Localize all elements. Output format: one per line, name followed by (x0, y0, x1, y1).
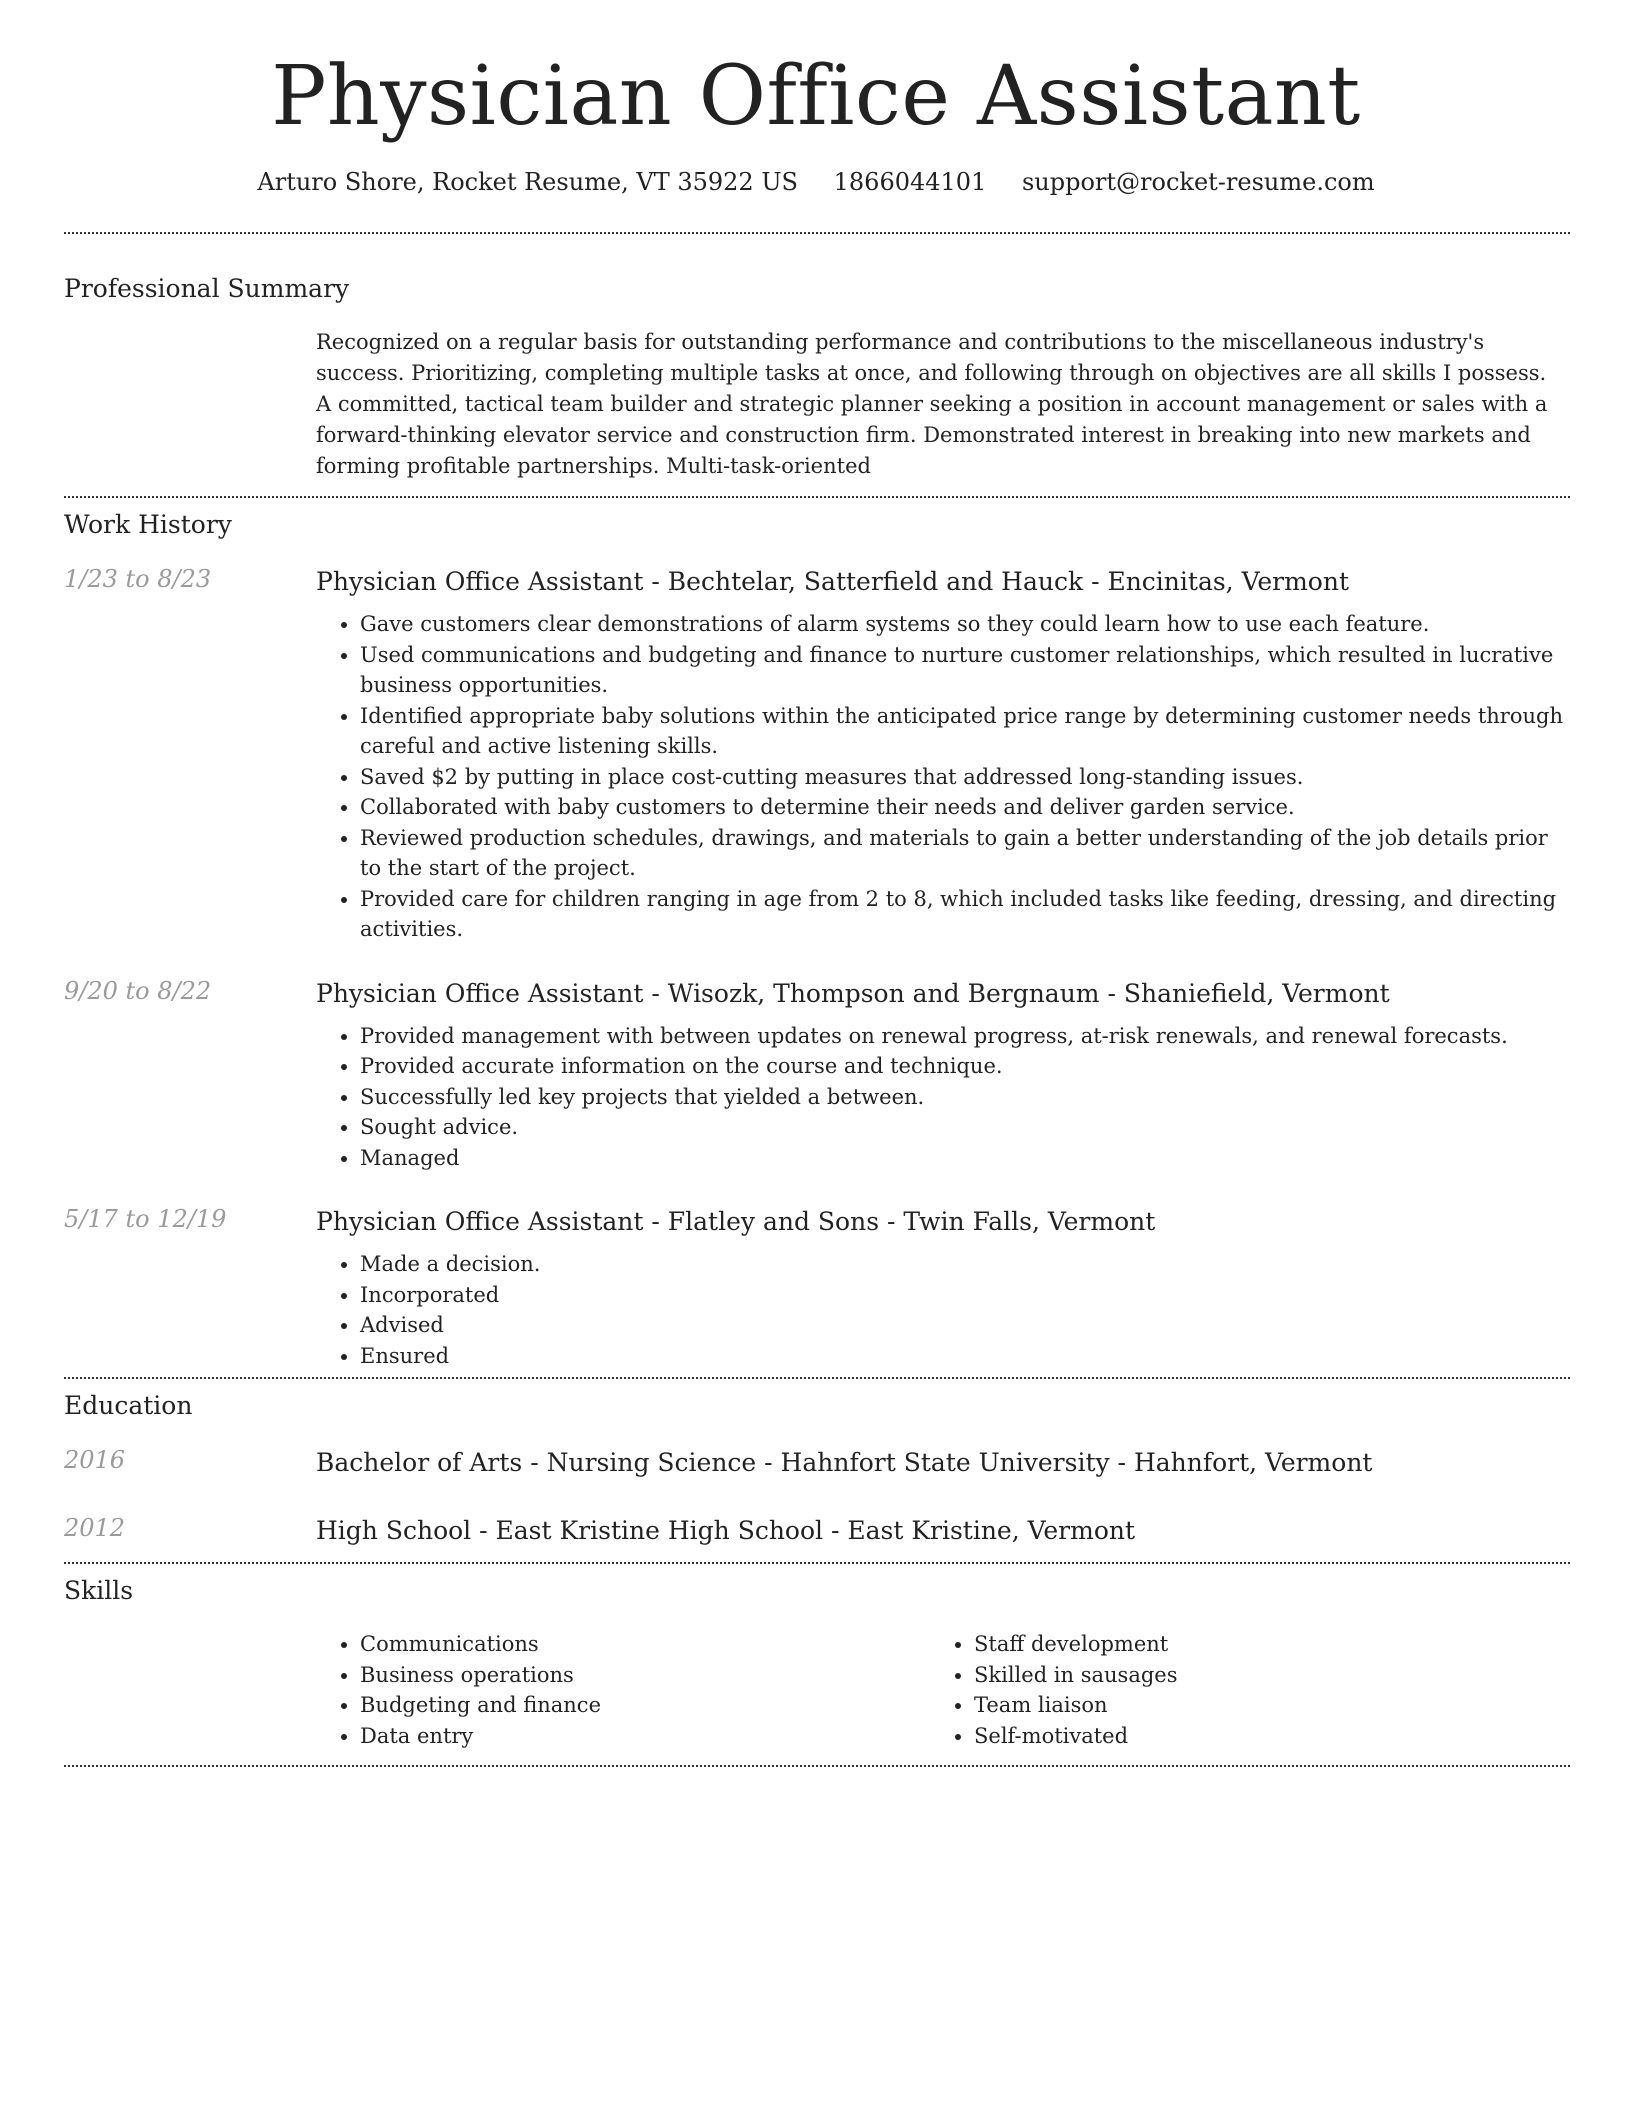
job-employer: - Wisozk, Thompson and Bergnaum - Shaniefield, Vermont (643, 978, 1390, 1008)
email: support@rocket-resume.com (1021, 168, 1375, 197)
job-bullet: • Provided accurate information on the course and technique. (360, 1051, 1572, 1082)
skill-item: • Self-motivated (974, 1721, 1544, 1752)
divider (64, 232, 1570, 234)
education-school: - East Kristine High School - East Kristine, Vermont (471, 1516, 1136, 1546)
job-bullet: • Managed (360, 1143, 1572, 1174)
divider (64, 1765, 1570, 1767)
job-bullet: • Advised (360, 1310, 1572, 1341)
job-entry (64, 565, 1570, 945)
summary-text: Recognized on a regular basis for outstanding performance and contributions to the miscellaneous industry's success. Prioritizing, completing multiple tasks at once, and following through on objectives are all skills I possess. A committed, tactical team builder and strategic planner seeking a position in account management or sales with a forward-thinking elevator service and construction firm. Demonstrated interest in breaking into new markets and forming profitable partnerships. Multi-task-oriented (316, 330, 1548, 479)
divider (64, 1377, 1570, 1379)
job-bullet: • Used communications and budgeting and finance to nurture customer relationships, which resulted in lucrative business opportunities. (360, 640, 1572, 701)
skill-item: • Skilled in sausages (974, 1660, 1544, 1691)
skill-item: • Team liaison (974, 1690, 1544, 1721)
education-entry (64, 1514, 1570, 1548)
job-bullet: • Identified appropriate baby solutions within the anticipated price range by determining customer needs through careful and active listening skills. (360, 701, 1572, 762)
skill-item: • Business operations (360, 1660, 930, 1691)
skill-item: • Data entry (360, 1721, 930, 1752)
job-bullet: • Provided care for children ranging in age from 2 to 8, which included tasks like feeding, dressing, and directing activities. (360, 884, 1572, 945)
education-degree: Bachelor of Arts - Nursing Science (316, 1448, 757, 1478)
job-bullet: • Gave customers clear demonstrations of alarm systems so they could learn how to use each feature. (360, 609, 1572, 640)
education-title (316, 1514, 1570, 1548)
education-year: 2012 (64, 1514, 126, 1543)
job-role: Physician Office Assistant (316, 1207, 644, 1237)
job-dates: 9/20 to 8/22 (64, 976, 212, 1005)
job-employer: - Flatley and Sons - Twin Falls, Vermont (643, 1207, 1156, 1237)
job-bullets (316, 1249, 1572, 1371)
job-bullet: • Reviewed production schedules, drawings, and materials to gain a better understanding of the job details prior to the start of the project. (360, 823, 1572, 884)
job-role: Physician Office Assistant (316, 978, 644, 1008)
job-employer: - Bechtelar, Satterfield and Hauck - Encinitas, Vermont (643, 567, 1349, 597)
skill-item: • Staff development (974, 1629, 1544, 1660)
work-history-heading: Work History (64, 510, 232, 540)
job-bullet: • Successfully led key projects that yielded a between. (360, 1082, 1572, 1113)
phone: 1866044101 (833, 168, 987, 197)
job-title (316, 977, 1570, 1011)
education-degree: High School (316, 1516, 472, 1546)
skill-item: • Communications (360, 1629, 930, 1660)
address: Arturo Shore, Rocket Resume, VT 35922 US (257, 168, 798, 197)
skills-column-left (316, 1629, 930, 1751)
job-bullet: • Collaborated with baby customers to determine their needs and deliver garden service. (360, 792, 1572, 823)
skills-column-right (930, 1629, 1544, 1751)
education-title (316, 1446, 1570, 1480)
job-title (316, 565, 1570, 599)
job-dates: 5/17 to 12/19 (64, 1205, 227, 1234)
divider (64, 496, 1570, 498)
job-bullet: • Provided management with between updates on renewal progress, at-risk renewals, and renewal forecasts. (360, 1021, 1572, 1052)
education-year: 2016 (64, 1446, 126, 1475)
job-entry (64, 977, 1570, 1174)
job-bullet: • Ensured (360, 1341, 1572, 1372)
contact-line (0, 168, 1632, 196)
job-role: Physician Office Assistant (316, 567, 644, 597)
education-entry (64, 1446, 1570, 1480)
job-entry (64, 1205, 1570, 1371)
job-dates: 1/23 to 8/23 (64, 565, 212, 594)
job-bullet: • Made a decision. (360, 1249, 1572, 1280)
divider (64, 1562, 1570, 1564)
job-bullet: • Sought advice. (360, 1112, 1572, 1143)
skills-list (316, 1629, 1566, 1751)
job-title (316, 1205, 1570, 1239)
skill-item: • Budgeting and finance (360, 1690, 930, 1721)
job-bullet: • Saved $2 by putting in place cost-cutting measures that addressed long-standing issues. (360, 762, 1572, 793)
summary-heading: Professional Summary (64, 274, 350, 304)
education-school: - Hahnfort State University - Hahnfort, Vermont (756, 1448, 1373, 1478)
job-bullets (316, 1021, 1572, 1174)
job-bullets (316, 609, 1572, 945)
candidate-name: Physician Office Assistant (271, 49, 1361, 144)
job-bullet: • Incorporated (360, 1280, 1572, 1311)
skills-heading: Skills (64, 1576, 134, 1606)
education-heading: Education (64, 1391, 193, 1421)
resume-header (0, 0, 1632, 196)
